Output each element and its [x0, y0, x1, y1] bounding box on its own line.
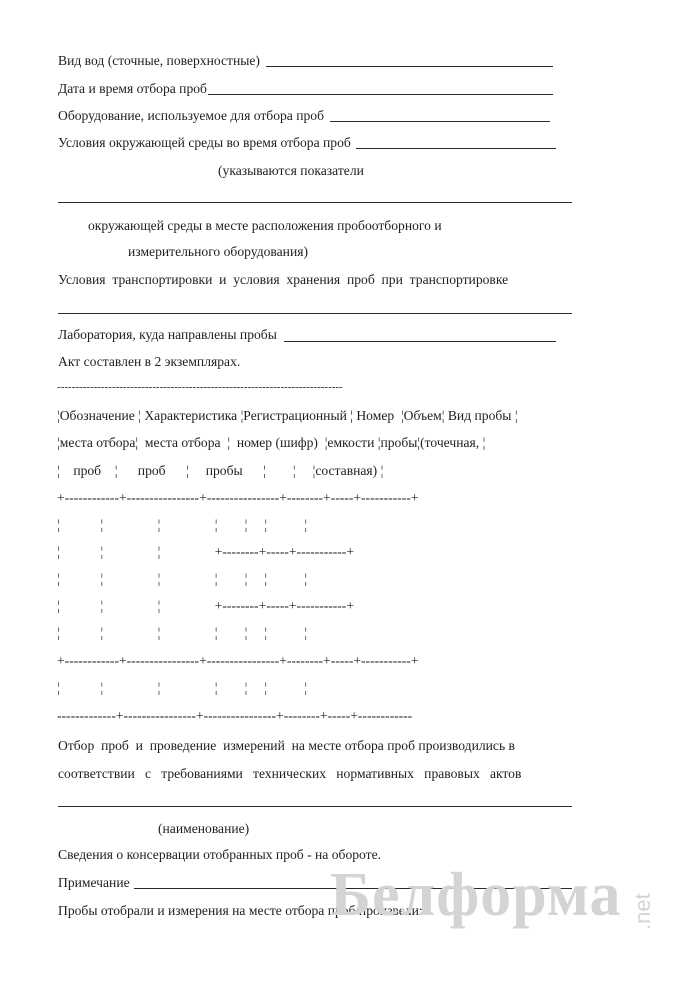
preservation-text: Сведения о консервации отобранных проб - на обороте.: [58, 847, 382, 862]
water-type-label: Вид вод (сточные, поверхностные): [58, 53, 260, 68]
regulations-field[interactable]: [58, 806, 572, 807]
table-row[interactable]: ¦ ¦ ¦ ¦ ¦ ¦ ¦: [57, 517, 308, 532]
compliance-text-1: Отбор проб и проведение измерений на месте отбора проб производились в: [58, 738, 515, 753]
table-rule-bottom: -------------+----------------+----------------+--------+-----+------------: [57, 708, 413, 723]
watermark-suffix: .net: [630, 893, 655, 930]
environment-hint-3: измерительного оборудования): [128, 244, 309, 259]
table-header-row-3: ¦ проб ¦ проб ¦ пробы ¦ ¦ ¦составная) ¦: [57, 463, 384, 478]
copies-text: Акт составлен в 2 экземплярах.: [58, 354, 241, 369]
note-label: Примечание: [58, 875, 130, 890]
table-rule-top: ------------------------------------------------------------------------------: [57, 381, 343, 393]
table-header-row-2: ¦места отбора¦ места отбора ¦ номер (шифр) ¦емкости ¦пробы¦(точечная, ¦: [57, 435, 486, 450]
transport-field[interactable]: [58, 313, 572, 314]
environment-label: Условия окружающей среды во время отбора проб: [58, 135, 351, 150]
equipment-label: Оборудование, используемое для отбора проб: [58, 108, 325, 123]
equipment-field[interactable]: [330, 121, 550, 122]
water-type-field[interactable]: [266, 66, 553, 67]
sampling-datetime-label: Дата и время отбора проб: [58, 81, 207, 96]
laboratory-label: Лаборатория, куда направлены пробы: [58, 327, 277, 342]
environment-hint-2: окружающей среды в месте расположения пробоотборного и: [88, 218, 442, 233]
table-header-row-1: ¦Обозначение ¦ Характеристика ¦Регистрационный ¦ Номер ¦Объем¦ Вид пробы ¦: [57, 408, 518, 423]
compliance-text-2: соответствии с требованиями технических нормативных правовых актов: [58, 766, 522, 781]
watermark-logo: Белформа: [330, 861, 622, 929]
laboratory-field[interactable]: [284, 341, 556, 342]
environment-hint-1: (указываются показатели: [218, 163, 364, 178]
table-row[interactable]: ¦ ¦ ¦ ¦ ¦ ¦ ¦: [57, 571, 308, 586]
sampling-datetime-field[interactable]: [208, 94, 553, 95]
table-row[interactable]: ¦ ¦ ¦ +--------+-----+-----------+: [57, 544, 355, 559]
transport-label: Условия транспортировки и условия хранения проб при транспортировке: [58, 272, 509, 287]
signatures-text: Пробы отобрали и измерения на месте отбора проб произвели:: [58, 903, 423, 918]
environment-details-field[interactable]: [58, 202, 572, 203]
environment-field[interactable]: [356, 148, 556, 149]
table-rule: +------------+----------------+----------------+--------+-----+-----------+: [57, 490, 419, 505]
table-rule: +------------+----------------+----------------+--------+-----+-----------+: [57, 653, 419, 668]
table-row[interactable]: ¦ ¦ ¦ ¦ ¦ ¦ ¦: [57, 680, 308, 695]
name-hint: (наименование): [158, 821, 250, 836]
table-row[interactable]: ¦ ¦ ¦ ¦ ¦ ¦ ¦: [57, 625, 308, 640]
table-row[interactable]: ¦ ¦ ¦ +--------+-----+-----------+: [57, 598, 355, 613]
